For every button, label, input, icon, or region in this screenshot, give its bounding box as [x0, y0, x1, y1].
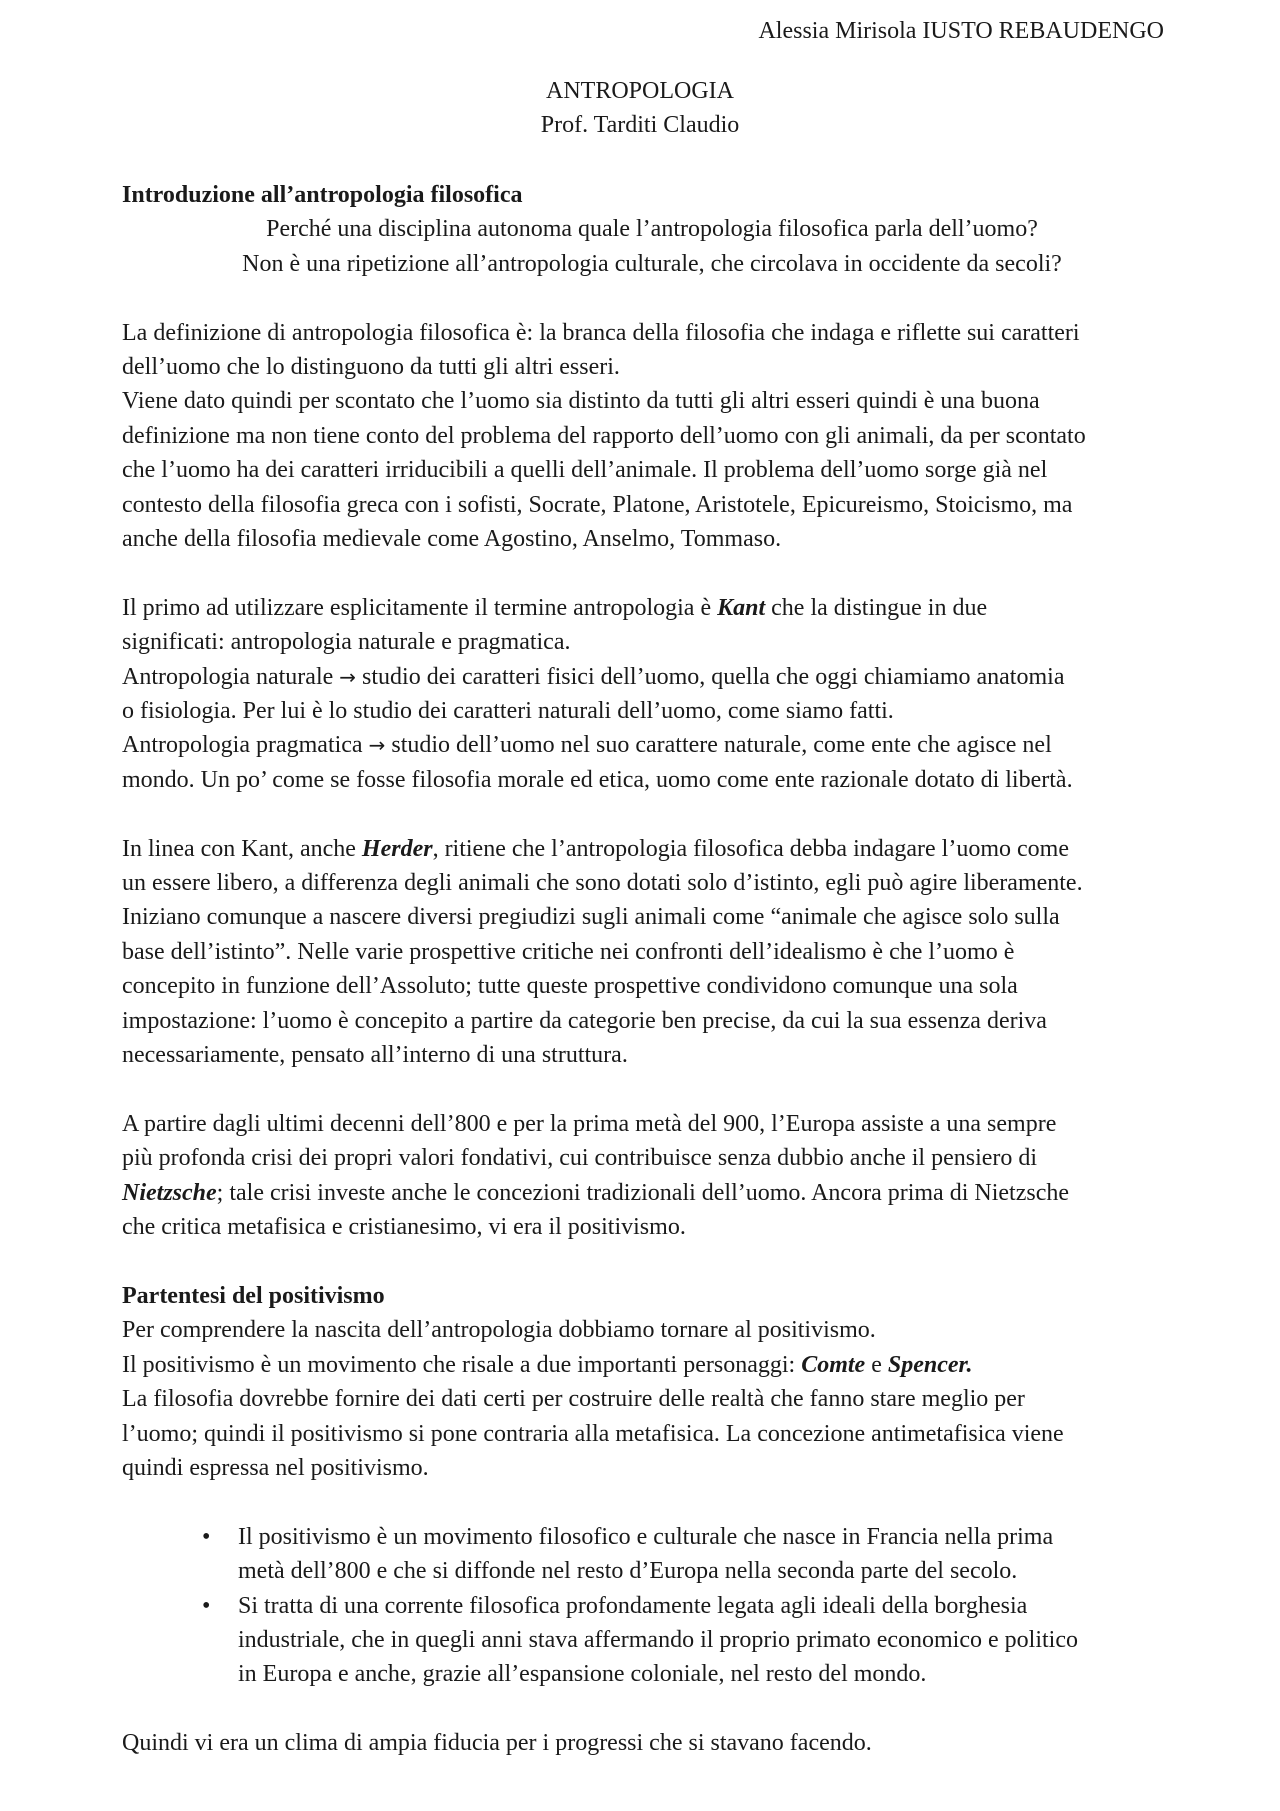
name-comte: Comte: [801, 1351, 866, 1378]
text-line: mondo. Un po’ come se fosse filosofia morale ed etica, uomo come ente razionale dotato di libertà.: [122, 766, 1073, 793]
text-line: che critica metafisica e cristianesimo, vi era il positivismo.: [122, 1214, 686, 1241]
text-line: [122, 1176, 1182, 1210]
text-line: l’uomo; quindi il positivismo si pone contraria alla metafisica. La concezione antimetafisica viene: [122, 1420, 1064, 1447]
text-line: un essere libero, a differenza degli animali che sono dotati solo d’istinto, egli può agire liberamente.: [122, 870, 1083, 897]
text-line: [122, 591, 1182, 625]
text-line: industriale, che in quegli anni stava affermando il proprio primato economico e politico: [238, 1626, 1078, 1653]
text-line: A partire dagli ultimi decenni dell’800 e per la prima metà del 900, l’Europa assiste a una sempre: [122, 1110, 1057, 1137]
text-line: Per comprendere la nascita dell’antropologia dobbiamo tornare al positivismo.: [122, 1317, 876, 1344]
paragraph-kant: [122, 591, 1182, 797]
paragraph-herder: [122, 832, 1182, 1073]
text-line: [122, 832, 1182, 866]
text-line: base dell’istinto”. Nelle varie prospettive critiche nei confronti dell’idealismo è che l’uomo è: [122, 938, 1015, 965]
arrow-right-icon: →: [339, 664, 357, 689]
section-heading-introduzione: Introduzione all’antropologia filosofica: [122, 182, 523, 208]
paragraph-definition: [122, 316, 1182, 557]
text-span: In linea con Kant, anche: [122, 835, 362, 862]
section-heading-positivismo: Partentesi del positivismo: [122, 1282, 385, 1309]
text-line: [122, 1348, 1182, 1382]
text-line: impostazione: l’uomo è concepito a partire da categorie ben precise, da cui la sua essenza deriva: [122, 1007, 1047, 1034]
bullet-list: [122, 1520, 1182, 1692]
text-span: studio dell’uomo nel suo carattere naturale, come ente che agisce nel: [385, 732, 1052, 759]
course-title: ANTROPOLOGIA: [546, 78, 734, 104]
text-line: significati: antropologia naturale e pragmatica.: [122, 629, 571, 656]
question-line: Perché una disciplina autonoma quale l’antropologia filosofica parla dell’uomo?: [266, 216, 1038, 243]
text-line: Il positivismo è un movimento filosofico e culturale che nasce in Francia nella prima: [238, 1523, 1054, 1550]
text-line: concepito in funzione dell’Assoluto; tutte queste prospettive condividono comunque una sola: [122, 973, 1018, 1000]
text-line: anche della filosofia medievale come Agostino, Anselmo, Tommaso.: [122, 526, 782, 553]
text-line: o fisiologia. Per lui è lo studio dei caratteri naturali dell’uomo, come siamo fatti.: [122, 698, 894, 725]
closing-line: Quindi vi era un clima di ampia fiducia per i progressi che si stavano facendo.: [122, 1730, 872, 1757]
text-span: .: [966, 1351, 973, 1378]
text-span: Antropologia pragmatica: [122, 732, 369, 759]
text-span: Antropologia naturale: [122, 663, 340, 690]
professor-name: Prof. Tarditi Claudio: [540, 112, 740, 138]
text-span: studio dei caratteri fisici dell’uomo, quella che oggi chiamiamo anatomia: [356, 663, 1065, 690]
name-spencer: Spencer: [887, 1351, 967, 1378]
paragraph-positivismo: [122, 1313, 1182, 1485]
text-line: [122, 660, 1182, 694]
text-line: definizione ma non tiene conto del problema del rapporto dell’uomo con gli animali, da per scontato: [122, 422, 1086, 449]
text-line: contesto della filosofia greca con i sofisti, Socrate, Platone, Aristotele, Epicureismo, Stoicismo, ma: [122, 491, 1073, 518]
text-line: metà dell’800 e che si diffonde nel resto d’Europa nella seconda parte del secolo.: [238, 1558, 1018, 1585]
name-kant: Kant: [717, 594, 766, 621]
text-line: [122, 728, 1182, 762]
text-line: dell’uomo che lo distinguono da tutti gli altri esseri.: [122, 354, 620, 381]
text-span: , ritiene che l’antropologia filosofica debba indagare l’uomo come: [432, 835, 1069, 862]
text-line: La filosofia dovrebbe fornire dei dati certi per costruire delle realtà che fanno stare meglio per: [122, 1386, 1025, 1413]
text-line: in Europa e anche, grazie all’espansione coloniale, nel resto del mondo.: [238, 1661, 927, 1688]
name-herder: Herder: [361, 835, 433, 862]
paragraph-nietzsche: [122, 1107, 1182, 1245]
text-span: e: [865, 1351, 888, 1378]
text-line: più profonda crisi dei propri valori fondativi, cui contribuisce senza dubbio anche il pensiero di: [122, 1145, 1038, 1172]
question-line: Non è una ripetizione all’antropologia culturale, che circolava in occidente da secoli?: [242, 250, 1062, 277]
name-nietzsche: Nietzsche: [122, 1179, 217, 1206]
text-line: Viene dato quindi per scontato che l’uomo sia distinto da tutti gli altri esseri quindi è una buona: [122, 388, 1040, 415]
text-span: Il positivismo è un movimento che risale a due importanti personaggi:: [122, 1351, 802, 1378]
text-line: Iniziano comunque a nascere diversi pregiudizi sugli animali come “animale che agisce solo sulla: [122, 904, 1060, 931]
text-line: che l’uomo ha dei caratteri irriducibili a quelli dell’animale. Il problema dell’uomo sorge già nel: [122, 457, 1048, 484]
text-span: ; tale crisi investe anche le concezioni tradizionali dell’uomo. Ancora prima di Nietzsche: [216, 1179, 1069, 1206]
text-line: Si tratta di una corrente filosofica profondamente legata agli ideali della borghesia: [238, 1592, 1028, 1619]
document-body: [122, 178, 1182, 1761]
text-line: necessariamente, pensato all’interno di una struttura.: [122, 1042, 628, 1069]
text-line: quindi espressa nel positivismo.: [122, 1454, 429, 1481]
text-span: Il primo ad utilizzare esplicitamente il termine antropologia è: [122, 594, 718, 621]
text-line: La definizione di antropologia filosofica è: la branca della filosofia che indaga e riflette sui caratteri: [122, 319, 1080, 346]
text-span: che la distingue in due: [765, 594, 988, 621]
author-name: Alessia Mirisola IUSTO REBAUDENGO: [758, 18, 1164, 44]
arrow-right-icon: →: [368, 733, 386, 758]
list-item: [202, 1520, 1182, 1589]
bullet-icon: •: [202, 1523, 211, 1550]
list-item: [202, 1589, 1182, 1692]
bullet-icon: •: [202, 1592, 211, 1619]
